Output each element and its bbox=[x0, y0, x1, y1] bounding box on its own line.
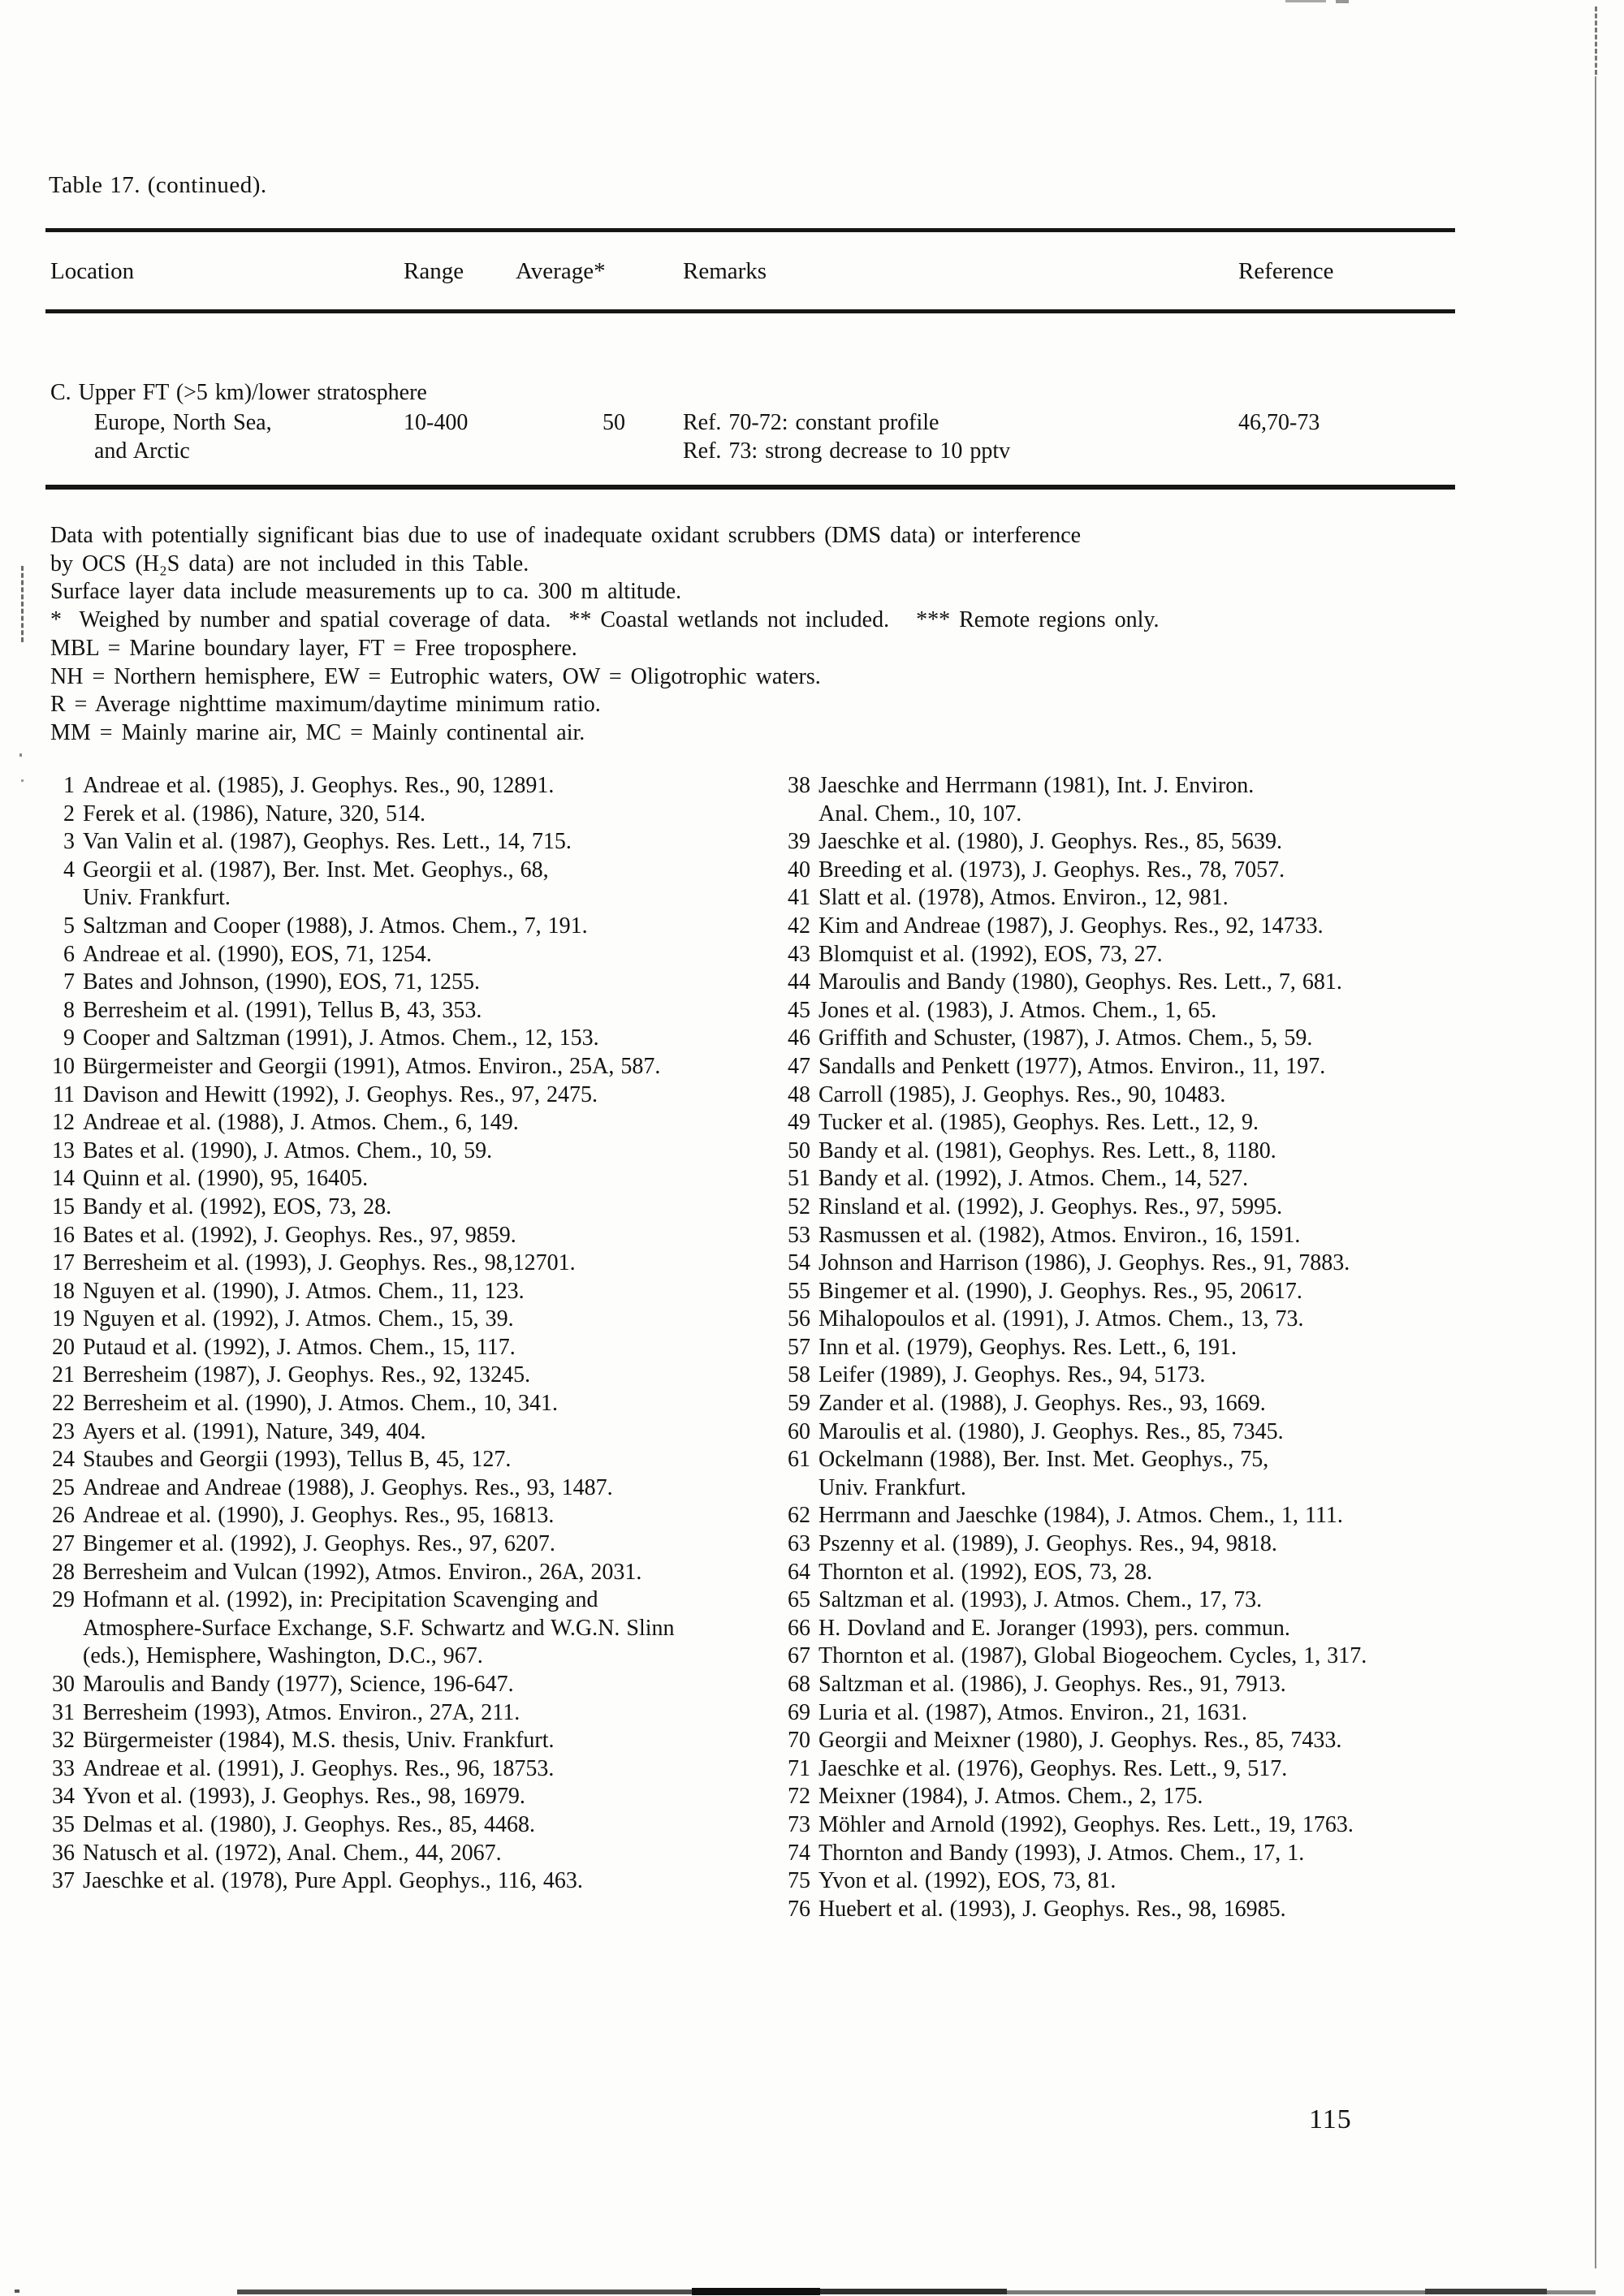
row-remarks-line1: Ref. 70-72: constant profile bbox=[683, 410, 939, 435]
reference-text: Jaeschke et al. (1980), J. Geophys. Res., 85, 5639. bbox=[818, 829, 1283, 855]
reference-item bbox=[45, 1671, 776, 1699]
note-line: NH = Northern hemisphere, EW = Eutrophic waters, OW = Oligotrophic waters. bbox=[50, 663, 821, 689]
scan-artifact-left-dot bbox=[21, 779, 24, 782]
reference-number: 51 bbox=[788, 1166, 810, 1192]
reference-item bbox=[781, 828, 1577, 857]
reference-item bbox=[781, 1840, 1577, 1868]
reference-text: Berresheim and Vulcan (1992), Atmos. Environ., 26A, 2031. bbox=[83, 1559, 642, 1585]
reference-text: Johnson and Harrison (1986), J. Geophys. Res., 91, 7883. bbox=[818, 1250, 1350, 1276]
reference-number: 15 bbox=[52, 1193, 75, 1219]
reference-item bbox=[45, 772, 776, 801]
reference-number: 35 bbox=[52, 1811, 75, 1837]
reference-item bbox=[781, 997, 1577, 1025]
reference-text: Bingemer et al. (1992), J. Geophys. Res., 97, 6207. bbox=[83, 1531, 555, 1557]
reference-number: 2 bbox=[63, 801, 75, 826]
reference-number: 50 bbox=[788, 1137, 810, 1163]
reference-text: Bates et al. (1990), J. Atmos. Chem., 10, 59. bbox=[83, 1137, 493, 1163]
reference-item bbox=[45, 1586, 776, 1671]
reference-number: 19 bbox=[52, 1306, 75, 1332]
reference-number: 32 bbox=[52, 1728, 75, 1754]
reference-text: Ockelmann (1988), Ber. Inst. Met. Geophys., 75, Univ. Frankfurt. bbox=[818, 1447, 1269, 1500]
reference-text: Saltzman and Cooper (1988), J. Atmos. Chem., 7, 191. bbox=[83, 913, 588, 939]
reference-number: 29 bbox=[52, 1587, 75, 1613]
reference-number: 1 bbox=[63, 773, 75, 798]
note-line: MBL = Marine boundary layer, FT = Free troposphere. bbox=[50, 635, 577, 661]
reference-number: 7 bbox=[63, 969, 75, 995]
reference-text: Thornton et al. (1987), Global Biogeochem. Cycles, 1, 317. bbox=[818, 1643, 1367, 1669]
reference-number: 39 bbox=[788, 829, 810, 855]
reference-number: 55 bbox=[788, 1278, 810, 1304]
reference-text: Berresheim et al. (1993), J. Geophys. Res., 98,12701. bbox=[83, 1250, 576, 1276]
reference-number: 9 bbox=[63, 1025, 75, 1051]
reference-number: 20 bbox=[52, 1334, 75, 1360]
column-header-location: Location bbox=[50, 258, 135, 284]
reference-text: Bandy et al. (1992), J. Atmos. Chem., 14, 527. bbox=[818, 1166, 1249, 1192]
reference-text: Mihalopoulos et al. (1991), J. Atmos. Chem., 13, 73. bbox=[818, 1306, 1304, 1332]
reference-text: Herrmann and Jaeschke (1984), J. Atmos. Chem., 1, 111. bbox=[818, 1503, 1343, 1529]
reference-item bbox=[781, 857, 1577, 885]
reference-item bbox=[45, 1559, 776, 1587]
reference-number: 41 bbox=[788, 885, 810, 911]
reference-item bbox=[781, 1586, 1577, 1615]
reference-item bbox=[781, 772, 1577, 828]
reference-text: Maroulis and Bandy (1977), Science, 196-647. bbox=[83, 1672, 514, 1697]
note-line: R = Average nighttime maximum/daytime minimum ratio. bbox=[50, 692, 601, 718]
reference-item bbox=[45, 1137, 776, 1166]
reference-item bbox=[45, 1109, 776, 1137]
reference-item bbox=[45, 1081, 776, 1110]
scan-artifact-bottom-band bbox=[1425, 2289, 1547, 2294]
reference-item bbox=[45, 1025, 776, 1053]
reference-text: Ayers et al. (1991), Nature, 349, 404. bbox=[83, 1418, 426, 1444]
reference-text: Rasmussen et al. (1982), Atmos. Environ., 16, 1591. bbox=[818, 1222, 1301, 1248]
reference-number: 37 bbox=[52, 1868, 75, 1894]
reference-item bbox=[45, 1474, 776, 1503]
row-remarks-line2: Ref. 73: strong decrease to 10 pptv bbox=[683, 438, 1011, 464]
reference-number: 6 bbox=[63, 941, 75, 967]
reference-number: 52 bbox=[788, 1193, 810, 1219]
reference-text: Maroulis et al. (1980), J. Geophys. Res., 85, 7345. bbox=[818, 1418, 1284, 1444]
reference-text: Natusch et al. (1972), Anal. Chem., 44, 2067. bbox=[83, 1840, 502, 1866]
reference-item bbox=[45, 1840, 776, 1868]
scan-artifact-bottom-band bbox=[1007, 2290, 1425, 2294]
reference-number: 58 bbox=[788, 1362, 810, 1388]
reference-item bbox=[781, 1755, 1577, 1784]
reference-number: 38 bbox=[788, 773, 810, 798]
reference-item bbox=[781, 1306, 1577, 1334]
reference-text: Griffith and Schuster, (1987), J. Atmos. Chem., 5, 59. bbox=[818, 1025, 1313, 1051]
reference-list-right-column bbox=[781, 772, 1577, 1923]
reference-item bbox=[781, 1222, 1577, 1250]
reference-number: 25 bbox=[52, 1474, 75, 1500]
reference-number: 14 bbox=[52, 1166, 75, 1192]
reference-text: Maroulis and Bandy (1980), Geophys. Res. Lett., 7, 681. bbox=[818, 969, 1342, 995]
reference-text: Bürgermeister and Georgii (1991), Atmos. Environ., 25A, 587. bbox=[83, 1053, 661, 1079]
reference-item bbox=[45, 1334, 776, 1362]
reference-text: Bates et al. (1992), J. Geophys. Res., 97, 9859. bbox=[83, 1222, 516, 1248]
note-line: Data with potentially significant bias due to use of inadequate oxidant scrubbers (DMS data) or interference bbox=[50, 523, 1082, 548]
reference-item bbox=[45, 1278, 776, 1306]
reference-number: 27 bbox=[52, 1531, 75, 1557]
reference-number: 31 bbox=[52, 1699, 75, 1725]
row-location-line1: Europe, North Sea, bbox=[94, 410, 272, 435]
reference-number: 73 bbox=[788, 1811, 810, 1837]
reference-text: Saltzman et al. (1993), J. Atmos. Chem., 17, 73. bbox=[818, 1587, 1263, 1613]
reference-item bbox=[45, 1165, 776, 1193]
reference-item bbox=[781, 1109, 1577, 1137]
scan-artifact-top-right-mark bbox=[1285, 0, 1326, 2]
column-header-average: Average* bbox=[516, 258, 606, 284]
reference-number: 3 bbox=[63, 829, 75, 855]
reference-number: 18 bbox=[52, 1278, 75, 1304]
reference-item bbox=[45, 1222, 776, 1250]
reference-text: Quinn et al. (1990), 95, 16405. bbox=[83, 1166, 369, 1192]
reference-item bbox=[45, 969, 776, 997]
reference-number: 16 bbox=[52, 1222, 75, 1248]
reference-item bbox=[781, 1896, 1577, 1924]
reference-item bbox=[45, 1193, 776, 1222]
reference-number: 43 bbox=[788, 941, 810, 967]
reference-text: Slatt et al. (1978), Atmos. Environ., 12, 981. bbox=[818, 885, 1229, 911]
reference-number: 12 bbox=[52, 1110, 75, 1136]
reference-item bbox=[45, 1306, 776, 1334]
reference-text: Nguyen et al. (1992), J. Atmos. Chem., 15, 39. bbox=[83, 1306, 514, 1332]
reference-number: 11 bbox=[53, 1081, 75, 1107]
reference-text: Berresheim (1987), J. Geophys. Res., 92, 13245. bbox=[83, 1362, 531, 1388]
reference-number: 24 bbox=[52, 1447, 75, 1473]
reference-item bbox=[781, 1418, 1577, 1447]
row-range-value: 10-400 bbox=[404, 410, 469, 435]
reference-text: Pszenny et al. (1989), J. Geophys. Res., 94, 9818. bbox=[818, 1531, 1277, 1557]
reference-text: Putaud et al. (1992), J. Atmos. Chem., 15, 117. bbox=[83, 1334, 516, 1360]
reference-text: Thornton et al. (1992), EOS, 73, 28. bbox=[818, 1559, 1153, 1585]
reference-number: 70 bbox=[788, 1728, 810, 1754]
reference-number: 21 bbox=[52, 1362, 75, 1388]
reference-text: Rinsland et al. (1992), J. Geophys. Res., 97, 5995. bbox=[818, 1193, 1283, 1219]
reference-number: 67 bbox=[788, 1643, 810, 1669]
reference-item bbox=[781, 1811, 1577, 1840]
reference-number: 57 bbox=[788, 1334, 810, 1360]
reference-text: Berresheim (1993), Atmos. Environ., 27A, 211. bbox=[83, 1699, 520, 1725]
reference-number: 34 bbox=[52, 1784, 75, 1810]
reference-number: 42 bbox=[788, 913, 810, 939]
reference-item bbox=[781, 1278, 1577, 1306]
column-header-remarks: Remarks bbox=[683, 258, 767, 284]
reference-text: Georgii et al. (1987), Ber. Inst. Met. Geophys., 68, Univ. Frankfurt. bbox=[83, 857, 549, 911]
reference-item bbox=[45, 801, 776, 829]
reference-number: 68 bbox=[788, 1672, 810, 1697]
table-title: Table 17. (continued). bbox=[49, 172, 267, 198]
section-heading: C. Upper FT (>5 km)/lower stratosphere bbox=[50, 380, 427, 405]
page-number: 115 bbox=[1309, 2104, 1352, 2134]
reference-number: 59 bbox=[788, 1391, 810, 1417]
reference-text: Leifer (1989), J. Geophys. Res., 94, 5173. bbox=[818, 1362, 1206, 1388]
reference-text: Yvon et al. (1992), EOS, 73, 81. bbox=[818, 1868, 1116, 1894]
note-line: * Weighed by number and spatial coverage of data. ** Coastal wetlands not included. *** Remote regions only. bbox=[50, 607, 1160, 633]
reference-text: Bingemer et al. (1990), J. Geophys. Res., 95, 20617. bbox=[818, 1278, 1302, 1304]
row-reference-value: 46,70-73 bbox=[1238, 410, 1320, 435]
reference-text: Huebert et al. (1993), J. Geophys. Res., 98, 16985. bbox=[818, 1896, 1286, 1922]
reference-item bbox=[781, 1249, 1577, 1278]
reference-item bbox=[45, 1811, 776, 1840]
reference-number: 72 bbox=[788, 1784, 810, 1810]
reference-item bbox=[45, 1867, 776, 1896]
reference-item bbox=[45, 1783, 776, 1811]
reference-item bbox=[45, 1699, 776, 1728]
table-rule-bottom bbox=[45, 485, 1455, 490]
scan-artifact-bottom-band bbox=[1547, 2290, 1596, 2294]
reference-number: 60 bbox=[788, 1418, 810, 1444]
reference-text: Jones et al. (1983), J. Atmos. Chem., 1, 65. bbox=[818, 997, 1217, 1023]
scan-artifact-left-margin-dashes bbox=[21, 566, 24, 642]
reference-item bbox=[781, 1783, 1577, 1811]
reference-number: 53 bbox=[788, 1222, 810, 1248]
reference-item bbox=[781, 1053, 1577, 1081]
column-header-reference: Reference bbox=[1238, 258, 1334, 284]
reference-item bbox=[781, 941, 1577, 969]
scan-artifact-right-edge-line bbox=[1595, 76, 1596, 2268]
reference-item bbox=[781, 1530, 1577, 1559]
reference-number: 76 bbox=[788, 1896, 810, 1922]
table-rule-header-bottom bbox=[45, 309, 1455, 313]
reference-item bbox=[781, 1559, 1577, 1587]
reference-text: Luria et al. (1987), Atmos. Environ., 21, 1631. bbox=[818, 1699, 1248, 1725]
reference-number: 64 bbox=[788, 1559, 810, 1585]
reference-text: Möhler and Arnold (1992), Geophys. Res. Lett., 19, 1763. bbox=[818, 1811, 1354, 1837]
reference-number: 47 bbox=[788, 1053, 810, 1079]
reference-item bbox=[45, 1502, 776, 1530]
note-line: MM = Mainly marine air, MC = Mainly continental air. bbox=[50, 719, 585, 745]
reference-text: Kim and Andreae (1987), J. Geophys. Res., 92, 14733. bbox=[818, 913, 1324, 939]
reference-number: 28 bbox=[52, 1559, 75, 1585]
column-header-range: Range bbox=[404, 258, 464, 284]
reference-number: 10 bbox=[52, 1053, 75, 1079]
reference-item bbox=[781, 1671, 1577, 1699]
reference-item bbox=[45, 997, 776, 1025]
scan-artifact-bottom-band bbox=[820, 2289, 1007, 2294]
reference-number: 65 bbox=[788, 1587, 810, 1613]
reference-number: 74 bbox=[788, 1840, 810, 1866]
reference-text: Cooper and Saltzman (1991), J. Atmos. Chem., 12, 153. bbox=[83, 1025, 599, 1051]
reference-number: 69 bbox=[788, 1699, 810, 1725]
reference-item bbox=[45, 1362, 776, 1390]
reference-number: 62 bbox=[788, 1503, 810, 1529]
reference-number: 56 bbox=[788, 1306, 810, 1332]
reference-text: Andreae et al. (1988), J. Atmos. Chem., 6, 149. bbox=[83, 1110, 519, 1136]
reference-text: Delmas et al. (1980), J. Geophys. Res., 85, 4468. bbox=[83, 1811, 536, 1837]
row-average-value: 50 bbox=[603, 410, 625, 435]
reference-number: 49 bbox=[788, 1110, 810, 1136]
reference-number: 63 bbox=[788, 1531, 810, 1557]
reference-number: 61 bbox=[788, 1447, 810, 1473]
reference-text: Andreae et al. (1990), J. Geophys. Res., 95, 16813. bbox=[83, 1503, 555, 1529]
reference-item bbox=[45, 1390, 776, 1418]
reference-item bbox=[781, 1081, 1577, 1110]
reference-item bbox=[781, 1025, 1577, 1053]
reference-item bbox=[781, 1699, 1577, 1728]
reference-text: Thornton and Bandy (1993), J. Atmos. Chem., 17, 1. bbox=[818, 1840, 1305, 1866]
reference-text: Hofmann et al. (1992), in: Precipitation Scavenging and Atmosphere-Surface Exchange, S.F. Schwartz and W.G.N. Slinn (eds.), Hemisphere, Washington, D.C., 967. bbox=[83, 1587, 675, 1669]
reference-text: Andreae and Andreae (1988), J. Geophys. Res., 93, 1487. bbox=[83, 1474, 613, 1500]
reference-text: Van Valin et al. (1987), Geophys. Res. Lett., 14, 715. bbox=[83, 829, 572, 855]
reference-text: Tucker et al. (1985), Geophys. Res. Lett., 12, 9. bbox=[818, 1110, 1259, 1136]
reference-item bbox=[781, 1137, 1577, 1166]
reference-text: Staubes and Georgii (1993), Tellus B, 45, 127. bbox=[83, 1447, 512, 1473]
reference-text: Yvon et al. (1993), J. Geophys. Res., 98, 16979. bbox=[83, 1784, 525, 1810]
reference-number: 36 bbox=[52, 1840, 75, 1866]
reference-number: 48 bbox=[788, 1081, 810, 1107]
scan-artifact-right-edge-dashes bbox=[1595, 6, 1597, 75]
reference-text: Bates and Johnson, (1990), EOS, 71, 1255. bbox=[83, 969, 480, 995]
reference-number: 17 bbox=[52, 1250, 75, 1276]
reference-text: Bandy et al. (1992), EOS, 73, 28. bbox=[83, 1193, 392, 1219]
reference-text: Sandalls and Penkett (1977), Atmos. Environ., 11, 197. bbox=[818, 1053, 1326, 1079]
reference-item bbox=[781, 1727, 1577, 1755]
reference-item bbox=[781, 913, 1577, 941]
reference-text: Meixner (1984), J. Atmos. Chem., 2, 175. bbox=[818, 1784, 1203, 1810]
reference-number: 75 bbox=[788, 1868, 810, 1894]
reference-item bbox=[781, 1446, 1577, 1502]
reference-text: Andreae et al. (1985), J. Geophys. Res., 90, 12891. bbox=[83, 773, 555, 798]
reference-number: 23 bbox=[52, 1418, 75, 1444]
reference-text: Andreae et al. (1991), J. Geophys. Res., 96, 18753. bbox=[83, 1755, 555, 1781]
reference-item bbox=[45, 857, 776, 913]
reference-item bbox=[45, 1418, 776, 1447]
reference-number: 46 bbox=[788, 1025, 810, 1051]
scan-artifact-top-right-mark bbox=[1336, 0, 1349, 3]
reference-text: Jaeschke and Herrmann (1981), Int. J. Environ. Anal. Chem., 10, 107. bbox=[818, 773, 1255, 826]
reference-number: 40 bbox=[788, 857, 810, 883]
reference-item bbox=[781, 1642, 1577, 1671]
reference-item bbox=[781, 1165, 1577, 1193]
reference-text: Carroll (1985), J. Geophys. Res., 90, 10483. bbox=[818, 1081, 1226, 1107]
reference-text: Blomquist et al. (1992), EOS, 73, 27. bbox=[818, 941, 1163, 967]
reference-item bbox=[45, 913, 776, 941]
reference-text: Berresheim et al. (1990), J. Atmos. Chem., 10, 341. bbox=[83, 1391, 559, 1417]
reference-number: 22 bbox=[52, 1391, 75, 1417]
reference-item bbox=[45, 1249, 776, 1278]
table-rule-top bbox=[45, 228, 1455, 232]
reference-text: Inn et al. (1979), Geophys. Res. Lett., 6, 191. bbox=[818, 1334, 1237, 1360]
reference-text: Davison and Hewitt (1992), J. Geophys. Res., 97, 2475. bbox=[83, 1081, 598, 1107]
reference-number: 30 bbox=[52, 1672, 75, 1697]
reference-text: Nguyen et al. (1990), J. Atmos. Chem., 11, 123. bbox=[83, 1278, 525, 1304]
reference-item bbox=[45, 941, 776, 969]
scan-artifact-bottom-band bbox=[692, 2288, 820, 2295]
reference-text: H. Dovland and E. Joranger (1993), pers. commun. bbox=[818, 1615, 1290, 1641]
reference-item bbox=[781, 1193, 1577, 1222]
reference-number: 5 bbox=[63, 913, 75, 939]
reference-number: 44 bbox=[788, 969, 810, 995]
reference-number: 45 bbox=[788, 997, 810, 1023]
scan-artifact-bottom-band bbox=[237, 2290, 692, 2294]
reference-item bbox=[781, 1867, 1577, 1896]
reference-text: Jaeschke et al. (1978), Pure Appl. Geophys., 116, 463. bbox=[83, 1868, 583, 1894]
reference-number: 13 bbox=[52, 1137, 75, 1163]
reference-text: Andreae et al. (1990), EOS, 71, 1254. bbox=[83, 941, 432, 967]
footnotes-block bbox=[50, 522, 1160, 748]
reference-text: Bandy et al. (1981), Geophys. Res. Lett., 8, 1180. bbox=[818, 1137, 1276, 1163]
reference-text: Bürgermeister (1984), M.S. thesis, Univ. Frankfurt. bbox=[83, 1728, 555, 1754]
row-location-line2: and Arctic bbox=[94, 438, 190, 464]
reference-text: Ferek et al. (1986), Nature, 320, 514. bbox=[83, 801, 425, 826]
reference-text: Berresheim et al. (1991), Tellus B, 43, 353. bbox=[83, 997, 482, 1023]
reference-item bbox=[45, 828, 776, 857]
reference-item bbox=[45, 1755, 776, 1784]
reference-number: 8 bbox=[63, 997, 75, 1023]
scan-artifact-left-dot bbox=[19, 753, 22, 757]
reference-text: Breeding et al. (1973), J. Geophys. Res., 78, 7057. bbox=[818, 857, 1285, 883]
reference-item bbox=[45, 1053, 776, 1081]
reference-number: 66 bbox=[788, 1615, 810, 1641]
reference-number: 4 bbox=[63, 857, 75, 883]
reference-item bbox=[781, 884, 1577, 913]
reference-text: Jaeschke et al. (1976), Geophys. Res. Lett., 9, 517. bbox=[818, 1755, 1288, 1781]
reference-item bbox=[781, 1362, 1577, 1390]
reference-list-left-column bbox=[45, 772, 776, 1896]
reference-item bbox=[781, 1390, 1577, 1418]
reference-text: Georgii and Meixner (1980), J. Geophys. Res., 85, 7433. bbox=[818, 1728, 1342, 1754]
reference-item bbox=[45, 1727, 776, 1755]
reference-text: Zander et al. (1988), J. Geophys. Res., 93, 1669. bbox=[818, 1391, 1266, 1417]
scan-artifact-bottom-dot bbox=[15, 2290, 19, 2293]
note-line: Surface layer data include measurements up to ca. 300 m altitude. bbox=[50, 579, 682, 605]
reference-item bbox=[781, 1615, 1577, 1643]
reference-item bbox=[781, 1334, 1577, 1362]
reference-text: Saltzman et al. (1986), J. Geophys. Res., 91, 7913. bbox=[818, 1672, 1286, 1697]
reference-item bbox=[45, 1530, 776, 1559]
reference-item bbox=[45, 1446, 776, 1474]
reference-number: 33 bbox=[52, 1755, 75, 1781]
reference-item bbox=[781, 1502, 1577, 1530]
reference-item bbox=[781, 969, 1577, 997]
reference-number: 26 bbox=[52, 1503, 75, 1529]
reference-number: 54 bbox=[788, 1250, 810, 1276]
note-line: by OCS (H₂S data) are not included in this Table. bbox=[50, 550, 529, 576]
reference-number: 71 bbox=[788, 1755, 810, 1781]
